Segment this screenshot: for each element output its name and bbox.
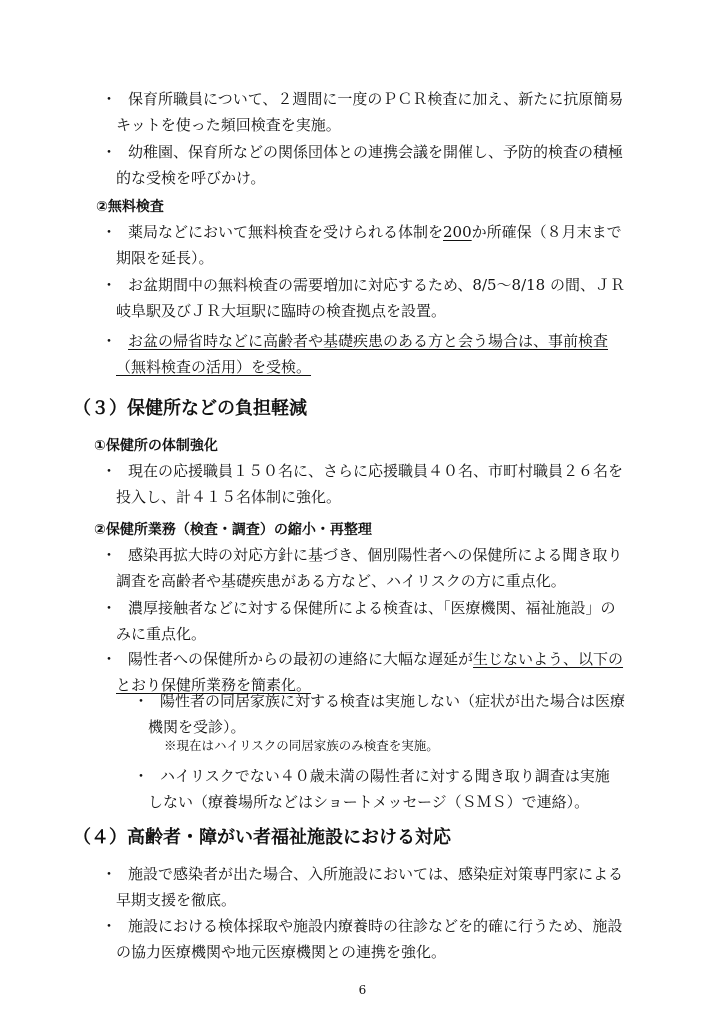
bullet-cooperation: [96, 913, 686, 965]
bullet-mark: ・: [101, 650, 117, 668]
bullet-mark: ・: [101, 546, 117, 564]
heading-section-3: （３）保健所などの負担軽減: [73, 398, 307, 419]
text-line: お盆期間中の無料検査の需要増加に対応するため、8/5～8/18 の間、ＪＲ: [128, 276, 625, 294]
bullet-mark: ・: [101, 599, 117, 617]
bullet-staff-increase: [96, 458, 686, 510]
text-line: [128, 646, 686, 672]
text-line: お盆の帰省時などに高齢者や基礎疾患のある方と会う場合は、事前検査: [128, 332, 609, 350]
text-line: （無料検査の活用）を受検。: [116, 358, 312, 376]
bullet-mark: ・: [101, 276, 117, 294]
bullet-under40: [128, 763, 668, 815]
text-line: 現在の応援職員１５０名に、さらに応援職員４０名、市町村職員２６名を: [128, 462, 624, 480]
text-line: の協力医療機関や地元医療機関との連携を強化。: [116, 943, 447, 961]
text-line: 陽性者の同居家族に対する検査は実施しない（症状が出た場合は医療: [160, 692, 626, 710]
bullet-pcr-staff: [96, 86, 686, 138]
bullet-mark: ・: [101, 143, 117, 161]
bullet-obon-sites: [96, 272, 686, 324]
bullet-mark: ・: [101, 332, 117, 350]
text-line: とおり保健所業務を簡素化。: [116, 676, 312, 694]
bullet-mark: ・: [133, 692, 149, 710]
bullet-mark: ・: [101, 917, 117, 935]
text-line: 期限を延長）。: [116, 249, 214, 267]
text-line: 投入し、計４１５名体制に強化。: [116, 488, 342, 506]
text-line: [128, 219, 686, 245]
text-line: 濃厚接触者などに対する保健所による検査は、「医療機関、福祉施設」の: [128, 599, 616, 617]
text-line: 調査を高齢者や基礎疾患がある方など、ハイリスクの方に重点化。: [116, 572, 566, 590]
text-line: 施設における検体採取や施設内療養時の往診などを的確に行うため、施設: [128, 917, 623, 935]
text-line: みに重点化。: [116, 625, 207, 643]
note-current: ※現在はハイリスクの同居家族のみ検査を実施。: [164, 738, 439, 753]
text-line: 早期支援を徹底。: [116, 891, 237, 909]
heading-section-3-1: ①保健所の体制強化: [94, 438, 218, 454]
text-line: 幼稚園、保育所などの関係団体との連携会議を開催し、予防的検査の積極: [128, 143, 624, 161]
text-line: 保育所職員について、２週間に一度のＰＣＲ検査に加え、新たに抗原簡易: [128, 90, 624, 108]
heading-section-4: （４）高齢者・障がい者福祉施設における対応: [73, 827, 451, 848]
text-segment: か所確保（８月末まで: [471, 223, 622, 241]
site-count: 200: [443, 223, 472, 241]
bullet-expert: [96, 861, 686, 913]
bullet-mark: ・: [101, 90, 117, 108]
text-line: しない（療養場所などはショートメッセージ（ＳＭＳ）で連絡）。: [148, 793, 590, 811]
bullet-mark: ・: [101, 462, 117, 480]
text-line: 的な受検を呼びかけ。: [116, 169, 266, 187]
bullet-mark: ・: [101, 865, 117, 883]
bullet-high-risk: [96, 542, 686, 594]
text-segment: 陽性者への保健所からの最初の連絡に大幅な遅延が: [128, 650, 474, 668]
text-line: 岐阜駅及びＪＲ大垣駅に臨時の検査拠点を設置。: [116, 302, 447, 320]
text-line: ハイリスクでない４０歳未満の陽性者に対する聞き取り調査は実施: [160, 767, 610, 785]
bullet-kindergarten: [96, 139, 686, 191]
text-line: キットを使った頻回検査を実施。: [116, 116, 341, 134]
text-segment-underlined: 生じないよう、以下の: [473, 650, 624, 668]
bullet-mark: ・: [133, 767, 149, 785]
heading-free-test: ②無料検査: [96, 199, 164, 215]
heading-section-3-2: ②保健所業務（検査・調査）の縮小・再整理: [94, 522, 372, 538]
bullet-household: [128, 688, 668, 740]
text-line: 機関を受診）。: [148, 718, 246, 736]
bullet-mark: ・: [101, 223, 117, 241]
page-number: 6: [358, 983, 367, 997]
text-line: 施設で感染者が出た場合、入所施設においては、感染症対策専門家による: [128, 865, 624, 883]
bullet-close-contact: [96, 595, 686, 647]
text-line: 感染再拡大時の対応方針に基づき、個別陽性者への保健所による聞き取り: [128, 546, 623, 564]
bullet-obon-visit: [96, 328, 686, 380]
text-segment: 薬局などにおいて無料検査を受けられる体制を: [128, 223, 444, 241]
bullet-pharmacy: [96, 219, 686, 271]
